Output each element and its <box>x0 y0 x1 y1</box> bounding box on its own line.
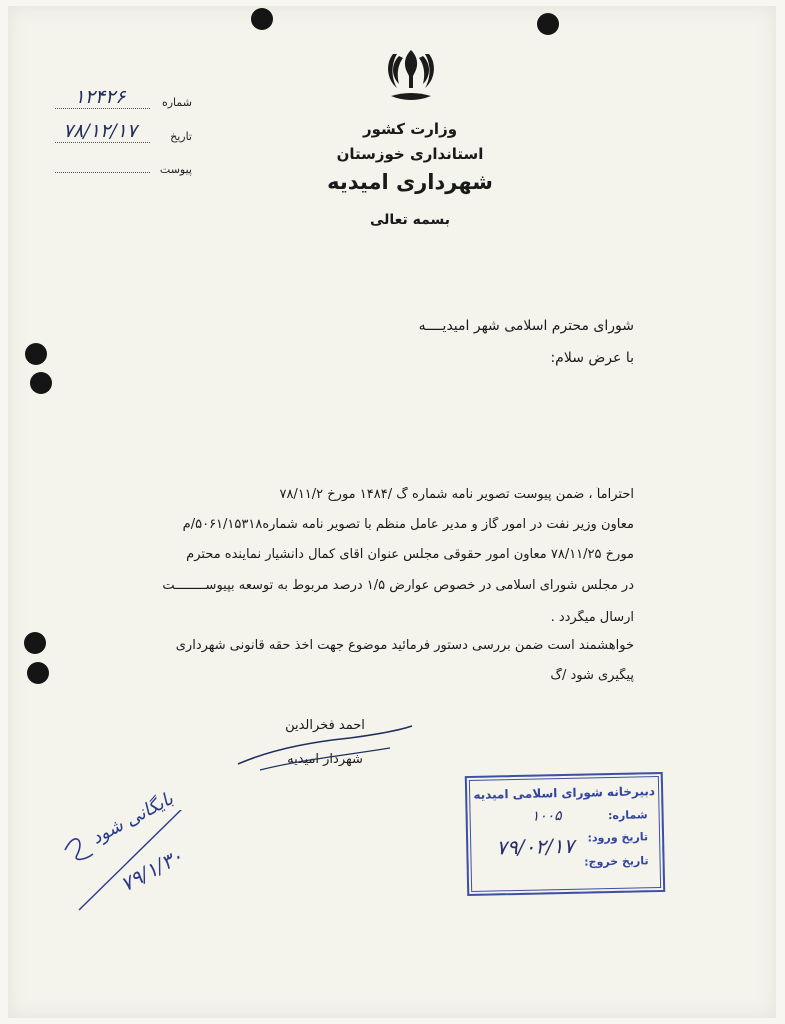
date-line <box>55 142 150 143</box>
punch-hole-top-left <box>251 8 273 30</box>
stamp-entry-label: تاریخ ورود: <box>587 830 649 845</box>
handwritten-note: بایگانی شود <box>88 788 177 849</box>
municipality-heading: شهرداری امیدیه <box>327 170 493 194</box>
province-heading: استانداری خوزستان <box>336 145 484 163</box>
date-label: تاریخ <box>170 130 192 143</box>
signer-name: احمد فخرالدین <box>285 718 365 733</box>
attachment-label: پیوست <box>159 163 192 176</box>
number-line <box>55 108 150 109</box>
punch-hole-left-2 <box>30 372 52 394</box>
number-label: شماره <box>161 96 192 109</box>
signer-title: شهردار امیدیه <box>287 752 363 767</box>
number-value: ۱۲۴۲۶ <box>74 86 126 108</box>
stamp-number-value: ۱۰۰۵ <box>531 808 562 825</box>
body-line-6: خواهشمند است ضمن بررسی دستور فرمائید موضوع جهت اخذ حقه قانونی شهرداری <box>175 638 634 653</box>
signature-scribble <box>230 720 420 780</box>
iran-emblem-icon <box>385 46 437 108</box>
handwritten-note-date: ۷۹/۱/۳۰ <box>116 843 187 897</box>
greeting: با عرض سلام: <box>550 350 634 366</box>
stamp-exit-label: تاریخ خروج: <box>584 854 649 869</box>
addressee: شورای محترم اسلامی شهر امیدیــــه <box>418 318 634 334</box>
body-line-3: مورخ ۷۸/۱۱/۲۵ معاون امور حقوقی مجلس عنوان آقای کمال دانشیار نماینده محترم <box>186 547 634 562</box>
body-line-1: احتراماً ، ضمن پیوست تصویر نامه شماره گ /۱۴۸۴ مورخ ۷۸/۱۱/۲ <box>279 487 634 502</box>
stamp-title: دبیرخانه شورای اسلامی امیدیه <box>473 784 656 802</box>
punch-hole-top-right <box>537 13 559 35</box>
body-line-4: در مجلس شورای اسلامی در خصوص عوارض ۱/۵ درصد مربوط به توسعه بپیوســــــــت <box>162 578 634 593</box>
bismillah-heading: بسمه تعالی <box>369 212 451 228</box>
punch-hole-left-3 <box>24 632 46 654</box>
registry-stamp <box>465 772 665 896</box>
stamp-entry-value: ۷۹/۰۲/۱۷ <box>496 833 575 860</box>
attachment-line <box>55 172 150 173</box>
body-line-2: معاون وزیر نفت در امور گاز و مدیر عامل منظم با تصویر نامه شماره۵۰۶۱/۱۵۳۱۸/م <box>182 517 634 532</box>
stamp-number-label: شماره: <box>607 808 648 823</box>
punch-hole-left-4 <box>27 662 49 684</box>
date-value: ۷۸/۱۲/۱۷ <box>62 120 138 142</box>
body-line-5: ارسال میگردد . <box>550 610 634 625</box>
body-line-7: پیگیری شود /گ <box>550 668 634 683</box>
note-scribble <box>55 810 195 920</box>
ministry-heading: وزارت کشور <box>362 120 458 138</box>
punch-hole-left-1 <box>25 343 47 365</box>
